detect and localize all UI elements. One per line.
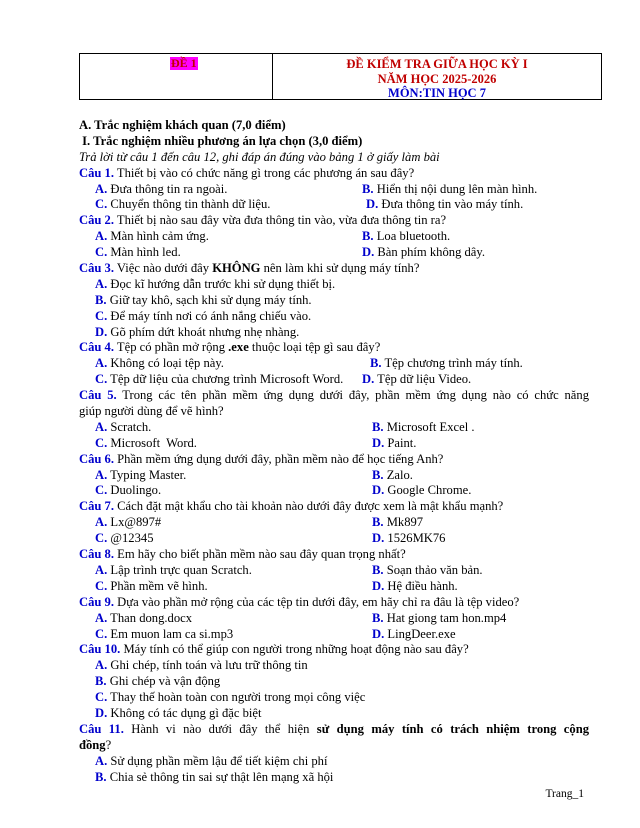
- question-10: [79, 642, 589, 658]
- option-a: A. Màn hình cảm ứng.: [95, 229, 209, 244]
- options-row: [79, 420, 589, 436]
- option-d: D. Gõ phím dứt khoát nhưng nhẹ nhàng.: [95, 324, 300, 339]
- option-a: A. Sử dụng phần mềm lậu để tiết kiệm chi phí: [95, 753, 328, 768]
- option-c: C. Để máy tính nơi có ánh nắng chiếu vào.: [95, 308, 312, 323]
- options-row: [79, 611, 589, 627]
- question-7: [79, 499, 589, 515]
- question-text: Thiết bị vào có chức năng gì trong các phương án sau đây?: [114, 165, 415, 180]
- question-number: Câu 10.: [79, 642, 121, 657]
- page-number: Trang_1: [545, 788, 584, 800]
- options-row: [79, 356, 589, 372]
- exam-title-cell: [273, 54, 601, 99]
- option-d: D. Không có tác dụng gì đặc biệt: [95, 705, 262, 720]
- options-row: [79, 182, 589, 198]
- question-number: Câu 1.: [79, 165, 114, 180]
- option-a: A. Đưa thông tin ra ngoài.: [95, 181, 228, 196]
- question-2: [79, 213, 589, 229]
- exam-code: ĐỀ 1: [171, 56, 197, 70]
- section-i-heading: I. Trắc nghiệm nhiều phương án lựa chọn (3,0 điểm): [79, 133, 363, 148]
- options-row: [79, 627, 589, 643]
- option-b: B. Tệp chương trình máy tính.: [370, 356, 523, 371]
- option-c: C. Microsoft Word.: [95, 435, 197, 450]
- question-text: Phần mềm ứng dụng dưới đây, phần mềm nào để học tiếng Anh?: [114, 451, 444, 466]
- option-d: D. 1526MK76: [372, 531, 446, 546]
- options-row: [79, 483, 589, 499]
- subject: MÔN:TIN HỌC 7: [388, 86, 486, 100]
- header-table: [79, 53, 602, 100]
- option-a: A. Lx@897#: [95, 515, 162, 530]
- options-row: [79, 579, 589, 595]
- question-6: [79, 452, 589, 468]
- option-d: D. Hệ điều hành.: [372, 578, 458, 593]
- options-row: [79, 245, 589, 261]
- exam-title: ĐỀ KIỂM TRA GIỮA HỌC KỲ I: [346, 57, 528, 71]
- option-b: B. Zalo.: [372, 467, 413, 482]
- option-c: C. Tệp dữ liệu của chương trình Microsoft Word.: [95, 372, 344, 387]
- option-c: C. Phần mềm vẽ hình.: [95, 578, 208, 593]
- option-c: C. Duolingo.: [95, 483, 162, 498]
- exam-code-cell: [80, 54, 273, 99]
- option-a: A. Typing Master.: [95, 467, 187, 482]
- question-text: Thiết bị nào sau đây vừa đưa thông tin vào, vừa đưa thông tin ra?: [114, 213, 447, 228]
- question-3: Câu 3. Việc nào dưới đây KHÔNG nên làm khi sử dụng máy tính?: [79, 261, 420, 276]
- option-b: B. Ghi chép và vận động: [95, 674, 221, 689]
- options-row: [79, 436, 589, 452]
- question-8: [79, 547, 589, 563]
- question-number: Câu 8.: [79, 547, 114, 562]
- question-text: Cách đặt mật khẩu cho tài khoản nào dưới đây được xem là mật khẩu mạnh?: [114, 499, 504, 514]
- options-row: [79, 563, 589, 579]
- option-a: A. Lập trình trực quan Scratch.: [95, 562, 252, 577]
- option-b: B. Loa bluetooth.: [362, 229, 451, 244]
- option-c: C. Em muon lam ca si.mp3: [95, 626, 234, 641]
- exam-content: [79, 118, 589, 785]
- option-d: D. Tệp dữ liệu Video.: [362, 372, 472, 387]
- question-4: Câu 4. Tệp có phần mở rộng .exe thuộc loại tệp gì sau đây?: [79, 340, 381, 355]
- options-row: [79, 515, 589, 531]
- options-row: [79, 372, 589, 388]
- option-c: C. @12345: [95, 531, 154, 546]
- option-b: B. Soạn thảo văn bản.: [372, 562, 483, 577]
- question-text: Dựa vào phần mở rộng của các tệp tin dưới đây, em hãy chỉ ra đâu là tệp video?: [114, 594, 520, 609]
- question-number: Câu 11.: [79, 721, 124, 736]
- question-11: Câu 11. Hành vi nào dưới đây thể hiện sử dụng máy tính có trách nhiệm trong cộng: [79, 721, 589, 736]
- question-number: Câu 5.: [79, 388, 117, 403]
- option-d: D. Google Chrome.: [372, 483, 472, 498]
- option-d: D. LingDeer.exe: [372, 626, 456, 641]
- option-c: C. Thay thế hoàn toàn con người trong mọi công việc: [95, 690, 366, 705]
- question-number: Câu 4.: [79, 340, 114, 355]
- option-a: A. Ghi chép, tính toán và lưu trữ thông tin: [95, 658, 308, 673]
- question-number: Câu 6.: [79, 451, 114, 466]
- option-d: D. Paint.: [372, 435, 417, 450]
- option-b: B. Mk897: [372, 515, 424, 530]
- question-number: Câu 3.: [79, 261, 114, 276]
- question-5: Câu 5. Trong các tên phần mềm ứng dụng dưới đây, phần mềm ứng dụng nào có chức năng: [79, 388, 589, 403]
- option-c: C. Màn hình led.: [95, 245, 181, 260]
- option-d: D. Bàn phím không dây.: [362, 245, 486, 260]
- instruction: Trả lời từ câu 1 đến câu 12, ghi đáp án đúng vào bảng 1 ở giấy làm bài: [79, 149, 440, 164]
- question-9: [79, 595, 589, 611]
- question-text: Máy tính có thể giúp con người trong những hoạt động nào sau đây?: [120, 642, 469, 657]
- options-row: [79, 468, 589, 484]
- question-11-continued: đồng?: [79, 737, 112, 752]
- option-a: A. Đọc kĩ hướng dẫn trước khi sử dụng thiết bị.: [95, 276, 336, 291]
- options-row: [79, 197, 589, 213]
- question-text: Em hãy cho biết phần mềm nào sau đây quan trọng nhất?: [114, 547, 406, 562]
- option-d: D. Đưa thông tin vào máy tính.: [366, 197, 524, 212]
- option-b: B. Microsoft Excel .: [372, 419, 475, 434]
- question-1: [79, 166, 589, 182]
- question-number: Câu 9.: [79, 594, 114, 609]
- question-number: Câu 7.: [79, 499, 114, 514]
- options-row: [79, 531, 589, 547]
- option-a: A. Không có loại tệp này.: [95, 356, 224, 371]
- option-b: B. Chia sẻ thông tin sai sự thật lên mạng xã hội: [95, 769, 334, 784]
- school-year: NĂM HỌC 2025-2026: [377, 71, 497, 86]
- question-5-continued: giúp người dùng để vẽ hình?: [79, 404, 224, 419]
- question-number: Câu 2.: [79, 213, 114, 228]
- option-c: C. Chuyển thông tin thành dữ liệu.: [95, 197, 271, 212]
- option-b: B. Hat giong tam hon.mp4: [372, 610, 507, 625]
- option-b: B. Giữ tay khô, sạch khi sử dụng máy tính.: [95, 292, 312, 307]
- option-b: B. Hiển thị nội dung lên màn hình.: [362, 181, 538, 196]
- section-a-heading: A. Trắc nghiệm khách quan (7,0 điểm): [79, 118, 286, 132]
- option-a: A. Scratch.: [95, 419, 152, 434]
- option-a: A. Than dong.docx: [95, 610, 193, 625]
- options-row: [79, 229, 589, 245]
